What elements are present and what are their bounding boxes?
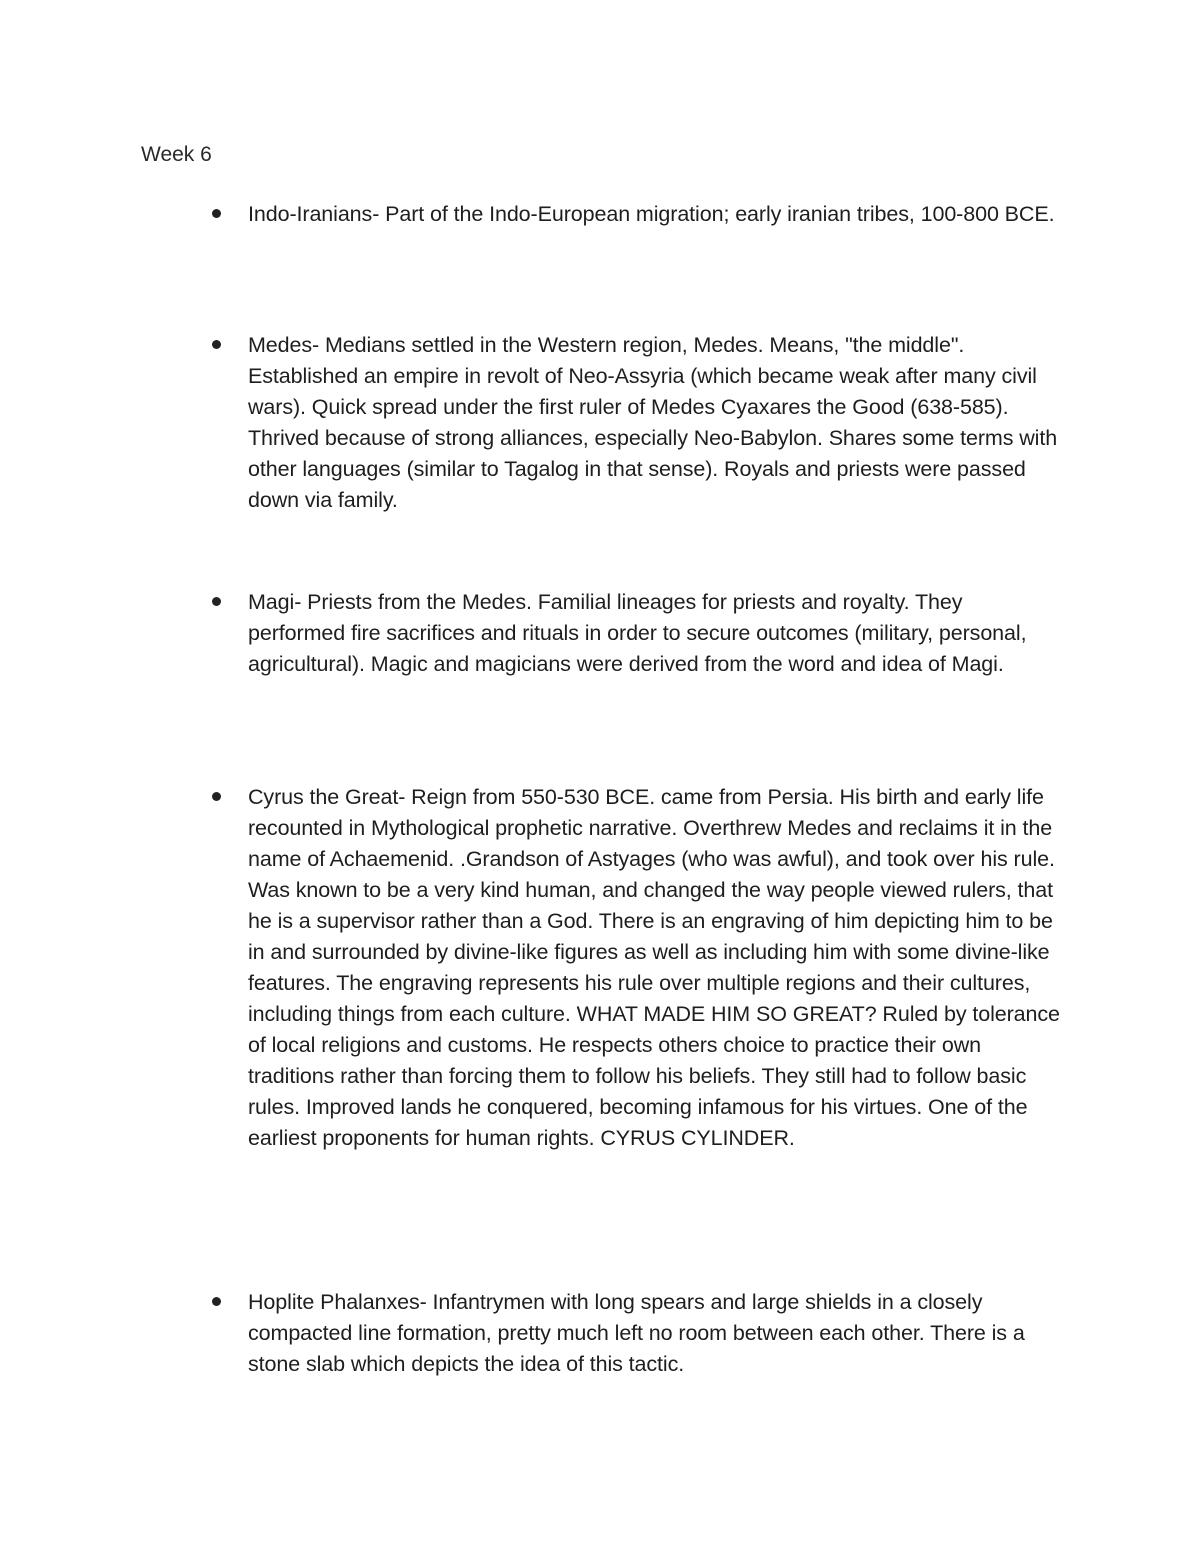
list-item-text: Magi- Priests from the Medes. Familial lineages for priests and royalty. They performed fire sacrifices and rituals in order to secure outcomes (military, personal, agricultural). Magic and magicians were derived from the word and idea of Magi. [248,590,1027,676]
list-item [212,199,1062,230]
list-item-text: Medes- Medians settled in the Western region, Medes. Means, "the middle". Established an empire in revolt of Neo-Assyria (which became weak after many civil wars). Quick spread under the first ruler of Medes Cyaxares the Good (638-585). Thrived because of strong alliances, especially Neo-Babylon. Shares some terms with other languages (similar to Tagalog in that sense). Royals and priests were passed down via family. [248,333,1058,512]
list-item-text: Indo-Iranians- Part of the Indo-European migration; early iranian tribes, 100-800 BCE. [248,202,1055,226]
bullet-dot-icon [212,792,221,801]
bullet-dot-icon [212,209,221,218]
list-item-text: Cyrus the Great- Reign from 550-530 BCE. came from Persia. His birth and early life recounted in Mythological prophetic narrative. Overthrew Medes and reclaims it in the name of Achaemenid. .Grandson of Astyages (who was awful), and took over his rule. Was known to be a very kind human, and changed the way people viewed rulers, that he is a supervisor rather than a God. There is an engraving of him depicting him to be in and surrounded by divine-like figures as well as including him with some divine-like features. The engraving represents his rule over multiple regions and their cultures, including things from each culture. WHAT MADE HIM SO GREAT? Ruled by tolerance of local religions and customs. He respects others choice to practice their own traditions rather than forcing them to follow his beliefs. They still had to follow basic rules. Improved lands he conquered, becoming infamous for his virtues. One of the earliest proponents for human rights. CYRUS CYLINDER. [248,785,1060,1150]
document-title: Week 6 [141,143,212,166]
list-item [212,330,1062,516]
bullet-dot-icon [212,597,221,606]
bullet-dot-icon [212,1297,221,1306]
list-item-text: Hoplite Phalanxes- Infantrymen with long spears and large shields in a closely compacted line formation, pretty much left no room between each other. There is a stone slab which depicts the idea of this tactic. [248,1290,1025,1376]
list-item [212,587,1062,680]
list-item [212,1287,1062,1380]
bullet-dot-icon [212,340,221,349]
list-item [212,782,1062,1154]
